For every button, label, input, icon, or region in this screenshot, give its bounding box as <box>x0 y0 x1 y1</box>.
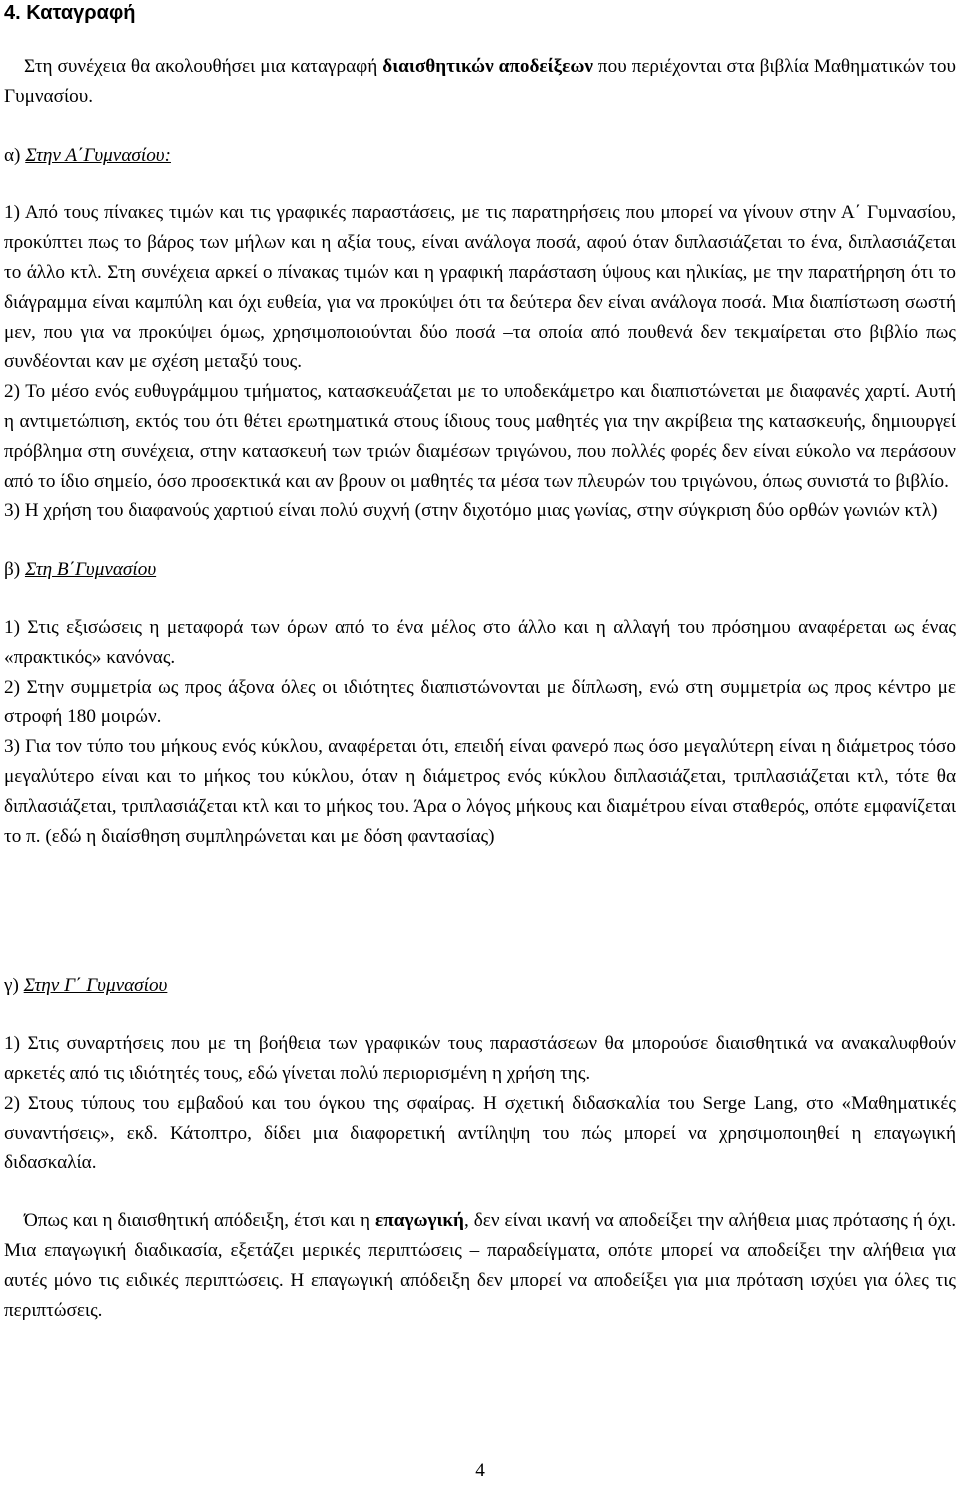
page-number: 4 <box>475 1460 485 1481</box>
section-c-prefix: γ) <box>4 975 24 997</box>
section-c-heading <box>4 971 956 1001</box>
section-c-item-1: 1) Στις συναρτήσεις που με τη βοήθεια των γραφικών τους παραστάσεων θα μπορούσε διαισθητικά να ανακαλυφθούν αρκετές από τις ιδιότητές τους, εδώ γίνεται πολύ περιορισμένη η χρήση της. <box>4 1033 956 1084</box>
closing-text-end: , δεν είναι ικανή να αποδείξει την αλήθεια μιας πρότασης ή όχι. Μια επαγωγική διαδικασία, εξετάζει μερικές περιπτώσεις – παραδείγματα, οπότε μπορεί να αποδείξει την αλήθεια για αυτές μόνο τις ειδικές περιπτώσεις. Η επαγωγική απόδειξη δεν μπορεί να αποδείξει για μια πρόταση ισχύει για όλες τις περιπτώσεις. <box>4 1210 956 1321</box>
section-a-item-1: 1) Από τους πίνακες τιμών και τις γραφικές παραστάσεις, με τις παρατηρήσεις που μπορεί να γίνουν στην Α΄ Γυμνασίου, προκύπτει πως το βάρος των μήλων και η αξία τους, είναι ανάλογα ποσά, αφού όταν διπλασιάζεται το ένα, διπλασιάζεται το άλλο κτλ. Στη συνέχεια αρκεί ο πίνακας τιμών και η γραφική παράσταση ύψους και ηλικίας, με την παρατήρηση ότι το διάγραμμα είναι καμπύλη και όχι ευθεία, για να προκύψει ότι τα δεύτερα δεν είναι ανάλογα ποσά. Μια διαπίστωση σωστή μεν, που για να προκύψει όμως, χρησιμοποιούνται δύο ποσά –τα οποία από πουθενά δεν τεκμαίρεται στο βιβλίο πως συνδέονται καν με σχέση μεταξύ τους. <box>4 202 956 373</box>
document-page <box>4 0 956 1325</box>
section-c-item-2: 2) Στους τύπους του εμβαδού και του όγκου της σφαίρας. Η σχετική διδασκαλία του Serge Lang, στο «Μαθηματικές συναντήσεις», εκδ. Κάτοπτρο, δίδει μια διαφορετική αντίληψη του πώς μπορεί να χρησιμοποιηθεί η επαγωγική διδασκαλία. <box>4 1092 956 1174</box>
section-title: 4. Καταγραφή <box>4 2 136 24</box>
section-b-item-2: 2) Στην συμμετρία ως προς άξονα όλες οι ιδιότητες διαπιστώνονται με δίπλωση, ενώ στη συμμετρία ως προς κέντρο με στροφή 180 μοιρών. <box>4 676 956 728</box>
section-a-heading <box>4 141 956 171</box>
intro-text-end: που περιέχονται στα βιβλία Μαθηματικών του Γυμνασίου. <box>4 56 956 107</box>
section-a-label: Στην Α΄Γυμνασίου: <box>25 144 171 166</box>
intro-paragraph <box>4 52 956 112</box>
intro-bold-term: διαισθητικών αποδείξεων <box>382 56 593 77</box>
closing-paragraph <box>4 1206 956 1325</box>
closing-bold-term: επαγωγική <box>375 1210 464 1232</box>
section-b-item-3: 3) Για τον τύπο του μήκους ενός κύκλου, αναφέρεται ότι, επειδή είναι φανερό πως όσο μεγαλύτερη είναι η διάμετρος τόσο μεγαλύτερο είναι και το μήκος του κύκλου, όταν η διάμετρος ενός κύκλου διπλασιάζεται, τριπλασιάζεται κτλ, τότε θα διπλασιάζεται, τριπλασιάζεται κτλ και το μήκος του. Άρα ο λόγος μήκους και διαμέτρου είναι σταθερός, οπότε εμφανίζεται το π. (εδώ η διαίσθηση συμπληρώνεται και με δόση φαντασίας) <box>4 736 956 847</box>
section-a-prefix: α) <box>4 144 26 166</box>
section-c-label: Στην Γ΄ Γυμνασίου <box>23 975 168 997</box>
section-b-heading <box>4 555 956 585</box>
section-b-prefix: β) <box>4 559 25 581</box>
spacer <box>4 851 956 971</box>
section-b-item-1: 1) Στις εξισώσεις η μεταφορά των όρων από το ένα μέλος στο άλλο και η αλλαγή του πρόσημου αναφέρεται ως ένας «πρακτικός» κανόνας. <box>4 616 956 668</box>
section-a-item-3: 3) Η χρήση του διαφανούς χαρτιού είναι πολύ συχνή (στην διχοτόμο μιας γωνίας, στην σύγκριση δύο ορθών γωνιών κτλ) <box>4 500 938 522</box>
section-a-item-2: 2) Το μέσο ενός ευθυγράμμου τμήματος, κατασκευάζεται με το υποδεκάμετρο και διαπιστώνεται με διαφανές χαρτί. Αυτή η αντιμετώπιση, εκτός του ότι θέτει ερωτηματικά στους ίδιους τους μαθητές για την ακρίβεια της κατασκευής, δημιουργεί πρόβλημα στη συνέχεια, στην κατασκευή των τριών διαμέσων τριγώνου, που πολλές φορές δεν είναι εύκολο να περάσουν από το ίδιο σημείο, όσο προσεκτικά και αν βρουν οι μαθητές τα μέσα των πλευρών του τριγώνου, όπως συνιστά το βιβλίο. <box>4 381 956 492</box>
section-b-label: Στη Β΄Γυμνασίου <box>24 559 157 581</box>
closing-text-start: Όπως και η διαισθητική απόδειξη, έτσι και η <box>24 1210 376 1232</box>
intro-text-start: Στη συνέχεια θα ακολουθήσει μια καταγραφή <box>24 56 383 77</box>
spacer <box>4 1178 956 1206</box>
